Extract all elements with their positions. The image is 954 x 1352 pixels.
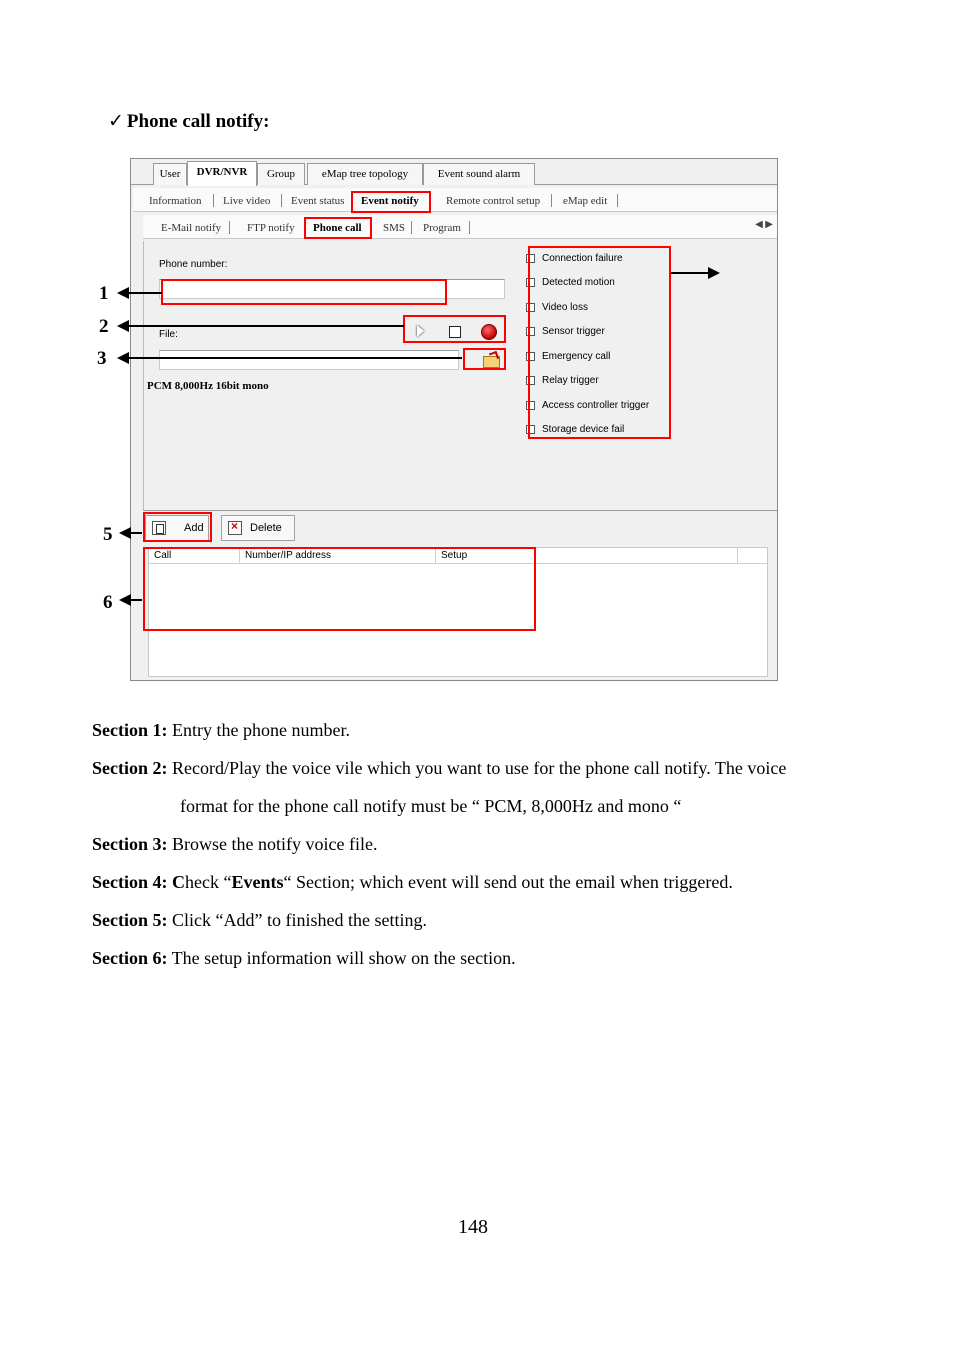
tab-live-video[interactable]: Live video	[223, 195, 271, 207]
section-label: Section 6:	[92, 948, 168, 968]
section-bold: Events	[231, 872, 284, 892]
event-label: Connection failure	[542, 253, 623, 264]
divider	[229, 221, 230, 234]
arrow-head-icon	[708, 267, 720, 279]
divider	[469, 221, 470, 234]
event-label: Relay trigger	[542, 375, 599, 386]
section-2-text	[92, 758, 786, 779]
column-header-setup[interactable]: Setup	[436, 548, 738, 564]
checkmark-icon: ✓	[108, 110, 124, 132]
ui-screenshot	[130, 158, 778, 681]
tab-user[interactable]: User	[153, 163, 187, 185]
tab-emap-tree-topology[interactable]: eMap tree topology	[307, 163, 423, 185]
highlight-phone-call	[304, 217, 372, 239]
highlight-list	[143, 547, 536, 631]
section-body: Browse the notify voice file.	[167, 834, 378, 854]
section-label: Section 4: C	[92, 872, 185, 892]
page-number: 148	[458, 1216, 488, 1238]
section-body: The setup information will show on the section.	[167, 948, 516, 968]
divider	[411, 221, 412, 234]
section-body: Record/Play the voice vile which you want to use for the phone call notify. The voice	[167, 758, 787, 778]
section-label: Section 3:	[92, 834, 168, 854]
tab-event-notify[interactable]: Event notify	[361, 195, 419, 207]
phone-number-label: Phone number:	[159, 259, 228, 270]
tab-program[interactable]: Program	[423, 222, 461, 234]
highlight-browse	[463, 348, 506, 370]
third-tab-bar	[143, 215, 777, 239]
callout-2: 2	[99, 316, 109, 337]
divider	[281, 194, 282, 207]
tab-emap-edit[interactable]: eMap edit	[563, 195, 608, 207]
section-body: heck “	[185, 872, 232, 892]
tab-remote-control-setup[interactable]: Remote control setup	[446, 195, 541, 207]
tab-event-status[interactable]: Event status	[291, 195, 345, 207]
tab-ftp-notify[interactable]: FTP notify	[247, 222, 295, 234]
delete-label: Delete	[250, 522, 282, 534]
event-label: Access controller trigger	[542, 400, 650, 411]
divider	[551, 194, 552, 207]
section-6-text	[92, 948, 516, 969]
tab-information[interactable]: Information	[149, 195, 202, 207]
section-label: Section 2:	[92, 758, 168, 778]
toolbar	[143, 515, 777, 543]
event-label: Emergency call	[542, 351, 611, 362]
tab-phone-call[interactable]: Phone call	[313, 222, 362, 234]
tab-email-notify[interactable]: E-Mail notify	[161, 222, 222, 234]
arrow-line	[128, 292, 162, 294]
event-label: Sensor trigger	[542, 326, 605, 337]
section-body: Entry the phone number.	[167, 720, 350, 740]
highlight-phone-input	[161, 279, 447, 305]
arrow-line	[128, 325, 404, 327]
highlight-media-buttons	[403, 315, 506, 343]
tab-sms[interactable]: SMS	[383, 222, 406, 234]
section-body: Click “Add” to finished the setting.	[167, 910, 427, 930]
callout-6: 6	[103, 592, 113, 613]
divider	[213, 194, 214, 207]
section-4-text	[92, 872, 733, 893]
tab-dvr-nvr[interactable]: DVR/NVR	[187, 161, 257, 186]
section-label: Section 1:	[92, 720, 168, 740]
highlight-events	[528, 246, 671, 439]
callout-5: 5	[103, 524, 113, 545]
event-label: Video loss	[542, 302, 588, 313]
heading-title: Phone call notify:	[126, 111, 270, 132]
file-path-input[interactable]	[159, 350, 459, 370]
arrow-line	[128, 357, 462, 359]
delete-icon	[228, 521, 242, 535]
divider	[617, 194, 618, 207]
voice-format-text: PCM 8,000Hz 16bit mono	[147, 380, 269, 392]
arrow-line	[130, 599, 142, 601]
section-label: Section 5:	[92, 910, 168, 930]
highlight-event-notify	[351, 191, 431, 213]
arrow-line	[671, 272, 709, 274]
callout-1: 1	[99, 283, 109, 304]
column-header-call[interactable]: Call	[149, 548, 240, 564]
section-2-continuation: format for the phone call notify must be “ PCM, 8,000Hz and mono “	[180, 796, 682, 816]
section-heading	[108, 110, 269, 133]
section-5-text	[92, 910, 427, 931]
event-label: Detected motion	[542, 277, 615, 288]
highlight-add	[143, 512, 212, 542]
tab-scroll-arrows-icon[interactable]: ◀ ▶	[755, 219, 773, 230]
arrow-line	[130, 532, 142, 534]
callout-3: 3	[97, 348, 107, 369]
delete-button[interactable]	[221, 515, 295, 541]
tab-group[interactable]: Group	[257, 163, 305, 185]
top-tab-bar	[131, 159, 777, 185]
second-tab-bar	[133, 188, 777, 212]
event-label: Storage device fail	[542, 424, 625, 435]
add-label: Add	[184, 522, 204, 534]
file-label: File:	[159, 329, 178, 340]
section-1-text	[92, 720, 350, 741]
column-header-number[interactable]: Number/IP address	[240, 548, 436, 564]
tab-event-sound-alarm[interactable]: Event sound alarm	[423, 163, 535, 185]
section-body: “ Section; which event will send out the email when triggered.	[283, 872, 733, 892]
section-3-text	[92, 834, 377, 855]
